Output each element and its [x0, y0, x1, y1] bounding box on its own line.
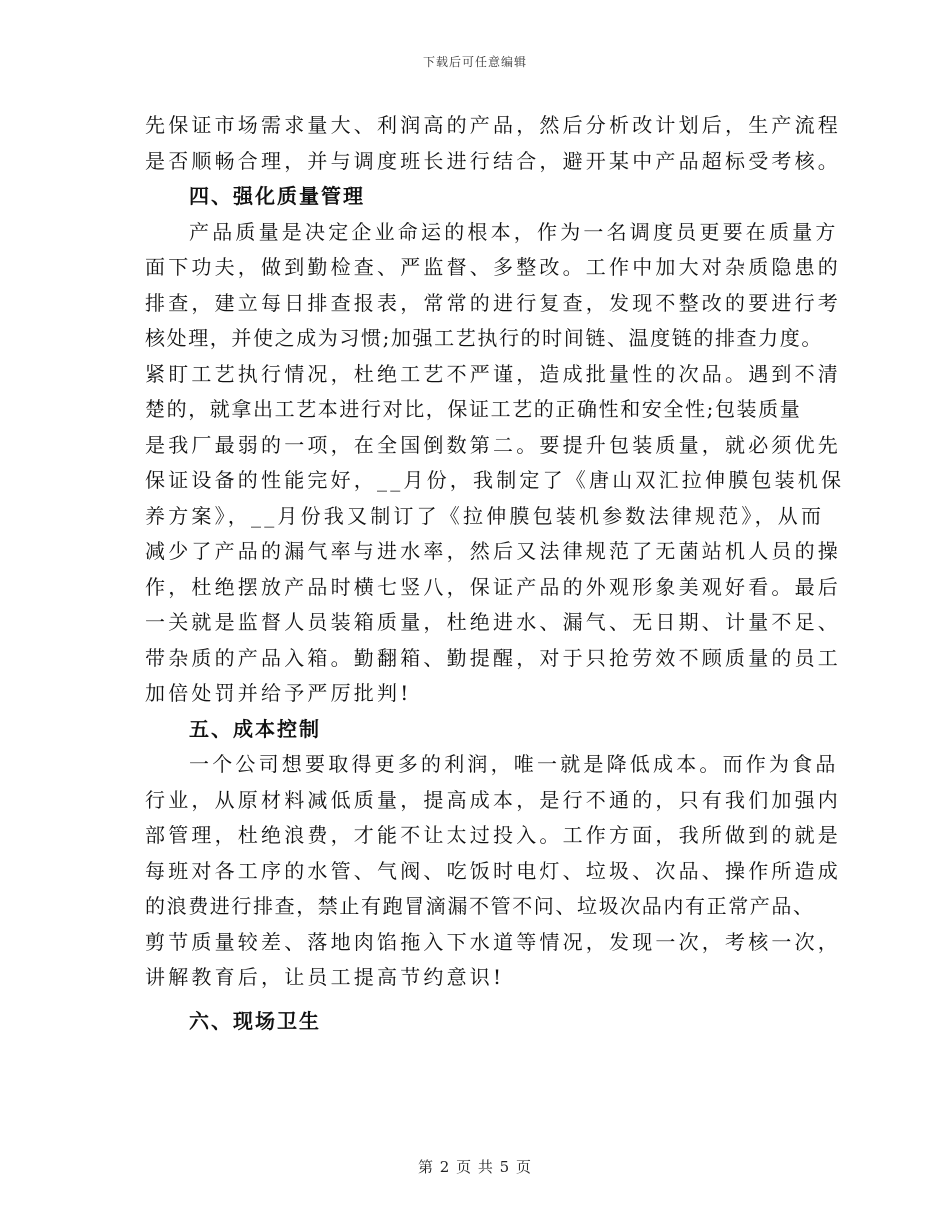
- body-paragraph-line: 的浪费进行排查，禁止有跑冒滴漏不管不问、垃圾次品内有正常产品、: [145, 894, 815, 918]
- body-paragraph-line: 加倍处罚并给予严厉批判!: [145, 681, 412, 705]
- body-paragraph-line: 每班对各工序的水管、气阀、吃饭时电灯、垃圾、次品、操作所造成: [145, 858, 841, 883]
- section-heading: 四、强化质量管理: [189, 184, 365, 208]
- body-paragraph-line: 部管理，杜绝浪费，才能不让太过投入。工作方面，我所做到的就是: [145, 823, 841, 847]
- body-paragraph-line: 楚的，就拿出工艺本进行对比，保证工艺的正确性和安全性;包装质量: [145, 397, 802, 421]
- body-paragraph-line: 核处理，并使之成为习惯;加强工艺执行的时间链、温度链的排查力度。: [145, 326, 823, 350]
- body-paragraph-line: 行业，从原材料减低质量，提高成本，是行不通的，只有我们加强内: [145, 787, 841, 812]
- section-heading: 六、现场卫生: [189, 1008, 321, 1033]
- body-paragraph-line: 排查，建立每日排查报表，常常的进行复查，发现不整改的要进行考: [145, 290, 841, 315]
- body-paragraph-line: 面下功夫，做到勤检查、严监督、多整改。工作中加大对杂质隐患的: [145, 255, 841, 279]
- body-paragraph-line: 是否顺畅合理，并与调度班长进行结合，避开某中产品超标受考核。: [145, 148, 841, 173]
- body-paragraph-line: 剪节质量较差、落地肉馅拖入下水道等情况，发现一次，考核一次，: [145, 929, 841, 954]
- body-paragraph-line: 作，杜绝摆放产品时横七竖八，保证产品的外观形象美观好看。最后: [145, 574, 841, 599]
- body-paragraph-line: 先保证市场需求量大、利润高的产品，然后分析改计划后，生产流程: [145, 113, 841, 137]
- body-paragraph-line: 紧盯工艺执行情况，杜绝工艺不严谨，造成批量性的次品。遇到不清: [145, 361, 841, 386]
- body-paragraph-line: 带杂质的产品入箱。勤翻箱、勤提醒，对于只抢劳效不顾质量的员工: [145, 645, 841, 670]
- paragraph-gap: [145, 996, 835, 1004]
- body-paragraph-line: 一关就是监督人员装箱质量，杜绝进水、漏气、无日期、计量不足、: [145, 610, 841, 634]
- page-header: 下载后可任意编辑: [422, 55, 527, 69]
- body-paragraph-line: 减少了产品的漏气率与进水率，然后又法律规范了无菌站机人员的操: [145, 539, 841, 563]
- body-paragraph-line: 一个公司想要取得更多的利润，唯一就是降低成本。而作为食品: [189, 752, 839, 776]
- document-body: [145, 108, 845, 1039]
- body-paragraph-line: 保证设备的性能完好，__月份，我制定了《唐山双汇拉伸膜包装机保: [145, 468, 845, 492]
- body-paragraph-line: 养方案》，__月份我又制订了《拉伸膜包装机参数法律规范》，从而: [145, 503, 825, 528]
- page-footer: 第 2 页 共 5 页: [418, 1158, 532, 1176]
- body-paragraph-line: 讲解教育后，让员工提高节约意识!: [145, 965, 505, 989]
- body-paragraph-line: 是我厂最弱的一项，在全国倒数第二。要提升包装质量，就必须优先: [145, 432, 841, 457]
- body-paragraph-line: 产品质量是决定企业命运的根本，作为一名调度员更要在质量方: [189, 219, 839, 244]
- section-heading: 五、成本控制: [189, 716, 321, 741]
